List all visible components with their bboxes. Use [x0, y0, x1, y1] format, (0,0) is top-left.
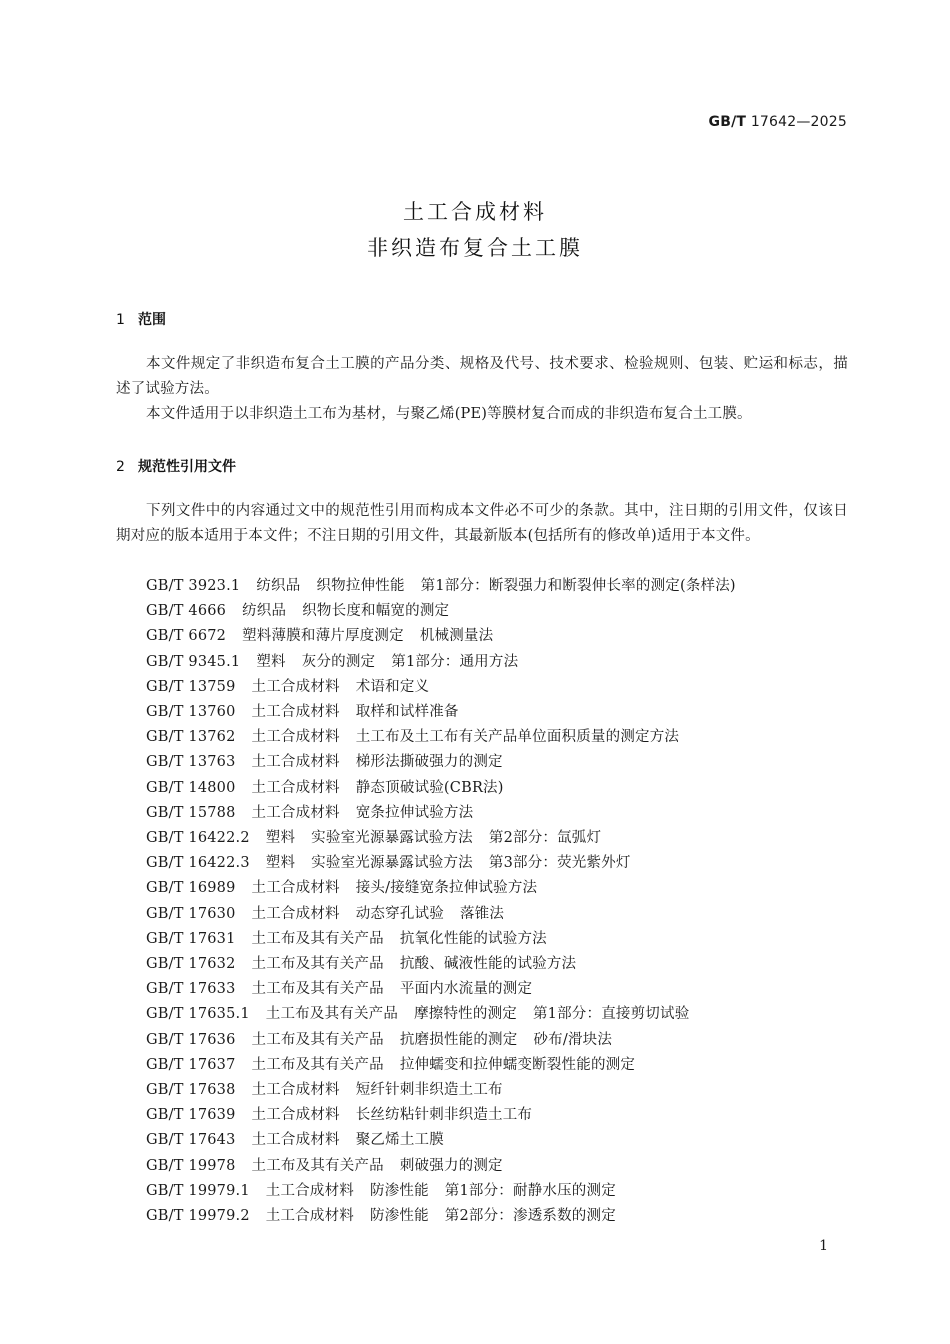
reference-code: GB/T 17643	[146, 1132, 236, 1149]
reference-item	[146, 1154, 752, 1179]
reference-title-part: 第2部分：氙弧灯	[488, 830, 602, 847]
reference-code: GB/T 13759	[146, 678, 236, 695]
reference-title-part: 第1部分：直接剪切试验	[532, 1006, 690, 1023]
reference-item	[146, 801, 752, 826]
section-heading-normative-references	[116, 456, 236, 476]
document-title-line1: 土工合成材料	[403, 200, 547, 224]
reference-title-part: 土工合成材料	[251, 678, 340, 695]
reference-code: GB/T 4666	[146, 603, 227, 620]
reference-title-part: 拉伸蠕变和拉伸蠕变断裂性能的测定	[399, 1056, 636, 1073]
reference-title-part: 防渗性能	[369, 1208, 429, 1225]
reference-item	[146, 624, 752, 649]
reference-title-part: 纺织品	[256, 578, 301, 594]
reference-title-part: 接头/接缝宽条拉伸试验方法	[355, 880, 538, 897]
reference-title-part: 平面内水流量的测定	[399, 981, 533, 998]
reference-title-part: 聚乙烯土工膜	[355, 1132, 444, 1149]
reference-title-part: 塑料薄膜和薄片厚度测定	[242, 628, 404, 645]
reference-title-part: 土工合成材料	[251, 754, 340, 771]
reference-code: GB/T 17635.1	[146, 1006, 250, 1023]
reference-title-part: 刺破强力的测定	[399, 1157, 503, 1174]
reference-title-part: 土工合成材料	[251, 779, 340, 796]
reference-title-part: 土工布及其有关产品	[265, 1006, 399, 1023]
reference-code: GB/T 13763	[146, 754, 236, 771]
reference-item	[146, 1078, 752, 1103]
reference-title-part: 土工合成材料	[251, 905, 340, 922]
reference-title-part: 机械测量法	[419, 628, 494, 645]
scope-paragraph-2: 本文件适用于以非织造土工布为基材，与聚乙烯(PE)等膜材复合而成的非织造布复合土工膜。	[146, 406, 752, 422]
reference-item	[146, 700, 752, 725]
reference-title-part: 纺织品	[242, 603, 287, 620]
standard-code: 17642—2025	[746, 114, 847, 130]
reference-title-part: 灰分的测定	[301, 653, 376, 670]
reference-code: GB/T 16422.2	[146, 830, 250, 847]
reference-list	[146, 574, 752, 1229]
reference-title-part: 实验室光源暴露试验方法	[311, 830, 473, 847]
reference-item	[146, 725, 752, 750]
section-heading-scope	[116, 309, 166, 329]
reference-title-part: 抗酸、碱液性能的试验方法	[399, 956, 577, 973]
reference-title-part: 第3部分：荧光紫外灯	[488, 855, 631, 872]
page-number: 1	[819, 1238, 828, 1254]
reference-item	[146, 826, 752, 851]
reference-title-part: 抗磨损性能的测定	[399, 1031, 518, 1048]
reference-title-part: 塑料	[265, 855, 296, 872]
reference-title-part: 土工合成材料	[251, 1107, 340, 1124]
standard-number	[709, 114, 847, 130]
reference-item	[146, 574, 752, 599]
reference-title-part: 土工合成材料	[251, 1132, 340, 1149]
reference-code: GB/T 19979.2	[146, 1208, 250, 1225]
reference-item	[146, 1028, 752, 1053]
reference-title-part: 第2部分：渗透系数的测定	[444, 1208, 616, 1225]
reference-item	[146, 902, 752, 927]
reference-title-part: 土工布及土工布有关产品单位面积质量的测定方法	[355, 729, 680, 746]
reference-item	[146, 650, 752, 675]
reference-title-part: 动态穿孔试验	[355, 905, 444, 922]
reference-title-part: 第1部分：断裂强力和断裂伸长率的测定(条样法)	[420, 578, 736, 594]
reference-code: GB/T 6672	[146, 628, 227, 645]
scope-paragraph-1: 本文件规定了非织造布复合土工膜的产品分类、规格及代号、技术要求、检验规则、包装、贮运和标志，描述了试验方法。	[116, 356, 848, 397]
reference-item	[146, 750, 752, 775]
reference-item	[146, 675, 752, 700]
reference-code: GB/T 9345.1	[146, 653, 241, 670]
reference-code: GB/T 15788	[146, 804, 236, 821]
reference-title-part: 土工合成材料	[265, 1208, 354, 1225]
reference-item	[146, 876, 752, 901]
standard-prefix: GB/T	[708, 114, 747, 130]
reference-title-part: 塑料	[256, 653, 286, 670]
reference-title-part: 宽条拉伸试验方法	[355, 804, 474, 821]
reference-title-part: 织物长度和幅宽的测定	[302, 603, 450, 620]
reference-code: GB/T 17639	[146, 1107, 236, 1124]
reference-title-part: 短纤针刺非织造土工布	[355, 1082, 503, 1099]
reference-code: GB/T 17633	[146, 981, 236, 998]
reference-title-part: 土工合成材料	[251, 804, 340, 821]
reference-code: GB/T 13760	[146, 704, 236, 721]
reference-title-part: 实验室光源暴露试验方法	[311, 855, 473, 872]
reference-code: GB/T 19979.1	[146, 1182, 250, 1199]
reference-title-part: 塑料	[265, 830, 296, 847]
reference-item	[146, 1002, 752, 1027]
reference-code: GB/T 17630	[146, 905, 236, 922]
reference-title-part: 土工合成材料	[265, 1182, 354, 1199]
reference-title-part: 土工布及其有关产品	[251, 956, 384, 973]
reference-title-part: 土工合成材料	[251, 880, 340, 897]
section-title: 范围	[138, 312, 166, 328]
reference-title-part: 落锥法	[459, 905, 505, 922]
reference-item	[146, 977, 752, 1002]
reference-title-part: 静态顶破试验(CBR法)	[355, 779, 504, 796]
reference-title-part: 土工合成材料	[251, 1082, 340, 1099]
reference-item	[146, 851, 752, 876]
reference-title-part: 长丝纺粘针刺非织造土工布	[355, 1107, 533, 1124]
reference-title-part: 术语和定义	[355, 678, 430, 695]
reference-code: GB/T 17636	[146, 1031, 236, 1048]
reference-code: GB/T 17632	[146, 956, 236, 973]
reference-title-part: 防渗性能	[369, 1182, 429, 1199]
reference-title-part: 砂布/滑块法	[533, 1031, 613, 1048]
references-intro-paragraph: 下列文件中的内容通过文中的规范性引用而构成本文件必不可少的条款。其中，注日期的引用文件，仅该日期对应的版本适用于本文件；不注日期的引用文件，其最新版本(包括所有的修改单)适用于本文件。	[116, 503, 848, 544]
reference-title-part: 摩擦特性的测定	[414, 1006, 517, 1023]
reference-code: GB/T 17631	[146, 930, 236, 947]
reference-title-part: 织物拉伸性能	[316, 578, 405, 594]
section-title: 规范性引用文件	[138, 459, 236, 475]
reference-item	[146, 1179, 752, 1204]
reference-title-part: 土工布及其有关产品	[251, 1157, 384, 1174]
reference-item	[146, 1053, 752, 1078]
reference-code: GB/T 17638	[146, 1082, 236, 1099]
reference-code: GB/T 13762	[146, 729, 236, 746]
section-number: 2	[116, 459, 125, 475]
reference-title-part: 梯形法撕破强力的测定	[355, 754, 503, 771]
reference-item	[146, 599, 752, 624]
reference-item	[146, 1204, 752, 1229]
reference-title-part: 土工合成材料	[251, 704, 340, 721]
reference-code: GB/T 3923.1	[146, 578, 241, 594]
reference-item	[146, 776, 752, 801]
reference-code: GB/T 17637	[146, 1056, 236, 1073]
reference-title-part: 土工布及其有关产品	[251, 981, 384, 998]
section-number: 1	[116, 312, 125, 328]
reference-title-part: 土工布及其有关产品	[251, 930, 384, 947]
reference-code: GB/T 16422.3	[146, 855, 250, 872]
reference-item	[146, 1103, 752, 1128]
reference-item	[146, 927, 752, 952]
reference-title-part: 土工布及其有关产品	[251, 1031, 384, 1048]
reference-title-part: 土工布及其有关产品	[251, 1056, 384, 1073]
reference-code: GB/T 14800	[146, 779, 236, 796]
document-title-line2: 非织造布复合土工膜	[367, 236, 583, 260]
reference-title-part: 取样和试样准备	[355, 704, 459, 721]
reference-code: GB/T 19978	[146, 1157, 236, 1174]
reference-item	[146, 1128, 752, 1153]
reference-item	[146, 952, 752, 977]
reference-title-part: 第1部分：通用方法	[391, 653, 519, 670]
reference-title-part: 抗氧化性能的试验方法	[399, 930, 547, 947]
reference-title-part: 土工合成材料	[251, 729, 340, 746]
reference-code: GB/T 16989	[146, 880, 236, 897]
reference-title-part: 第1部分：耐静水压的测定	[444, 1182, 616, 1199]
